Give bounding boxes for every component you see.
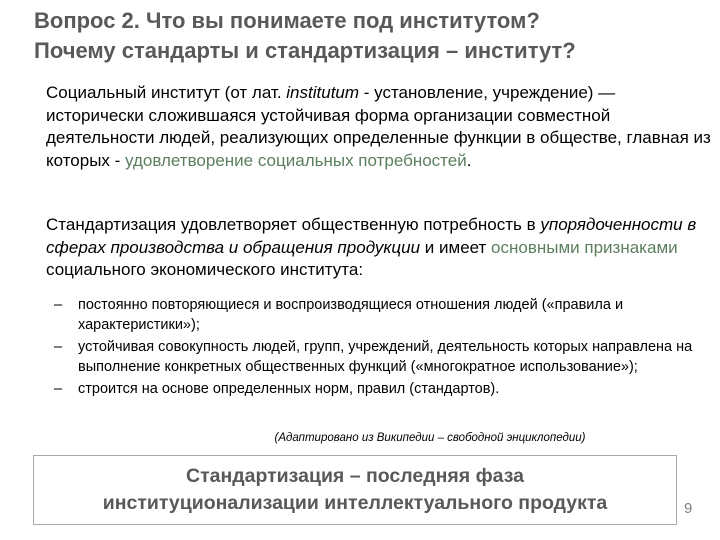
source-citation: (Адаптировано из Википедии – свободной энциклопедии) [274,432,586,444]
list-item-text: устойчивая совокупность людей, групп, учреждений, деятельность которых направлена на выполнение конкретных общественных функций («многократное использование»); [78,339,693,375]
slide-title [34,6,714,66]
conclusion-box [33,455,677,525]
definition-text-end: . [466,150,472,170]
conclusion-line-1: Стандартизация – последняя фаза [186,465,524,487]
definition-text-start: Социальный институт (от лат. [46,83,287,102]
standardization-text-middle: и имеет [420,237,492,257]
list-dash: – [54,339,63,355]
standardization-text-end: социального экономического института: [46,260,364,279]
conclusion-line-2: институционализации интеллектуального продукта [102,492,608,514]
latin-term: institutum [286,83,360,102]
list-dash: – [54,297,63,313]
social-needs-link[interactable]: удовлетворение социальных потребностей [125,150,467,170]
standardization-text-start: Стандартизация удовлетворяет общественную потребность в [46,215,541,234]
orderliness-phrase: упорядоченности в сферах производства и обращения продукции [46,215,697,257]
definition-text-middle: - установление, учреждение) — исторически сложившаяся устойчивая форма организации совместной деятельности людей, реализующих определенные функции в обществе, главная из которых - [46,83,711,170]
slide-title-line-1: Вопрос 2. Что вы понимаете под институтом? [34,8,540,33]
list-dash: – [54,381,63,397]
list-item [50,338,718,377]
main-features-link[interactable]: основными признаками [491,237,678,257]
list-item-text: постоянно повторяющиеся и воспроизводящиеся отношения людей («правила и характеристики»); [78,297,624,333]
features-list [50,296,718,403]
page-number: 9 [684,500,693,517]
slide-title-line-2: Почему стандарты и стандартизация – институт? [34,38,576,63]
list-item [50,380,718,400]
list-item [50,296,718,335]
standardization-paragraph [46,214,711,282]
list-item-text: строится на основе определенных норм, правил (стандартов). [78,381,500,397]
definition-paragraph [46,82,711,172]
